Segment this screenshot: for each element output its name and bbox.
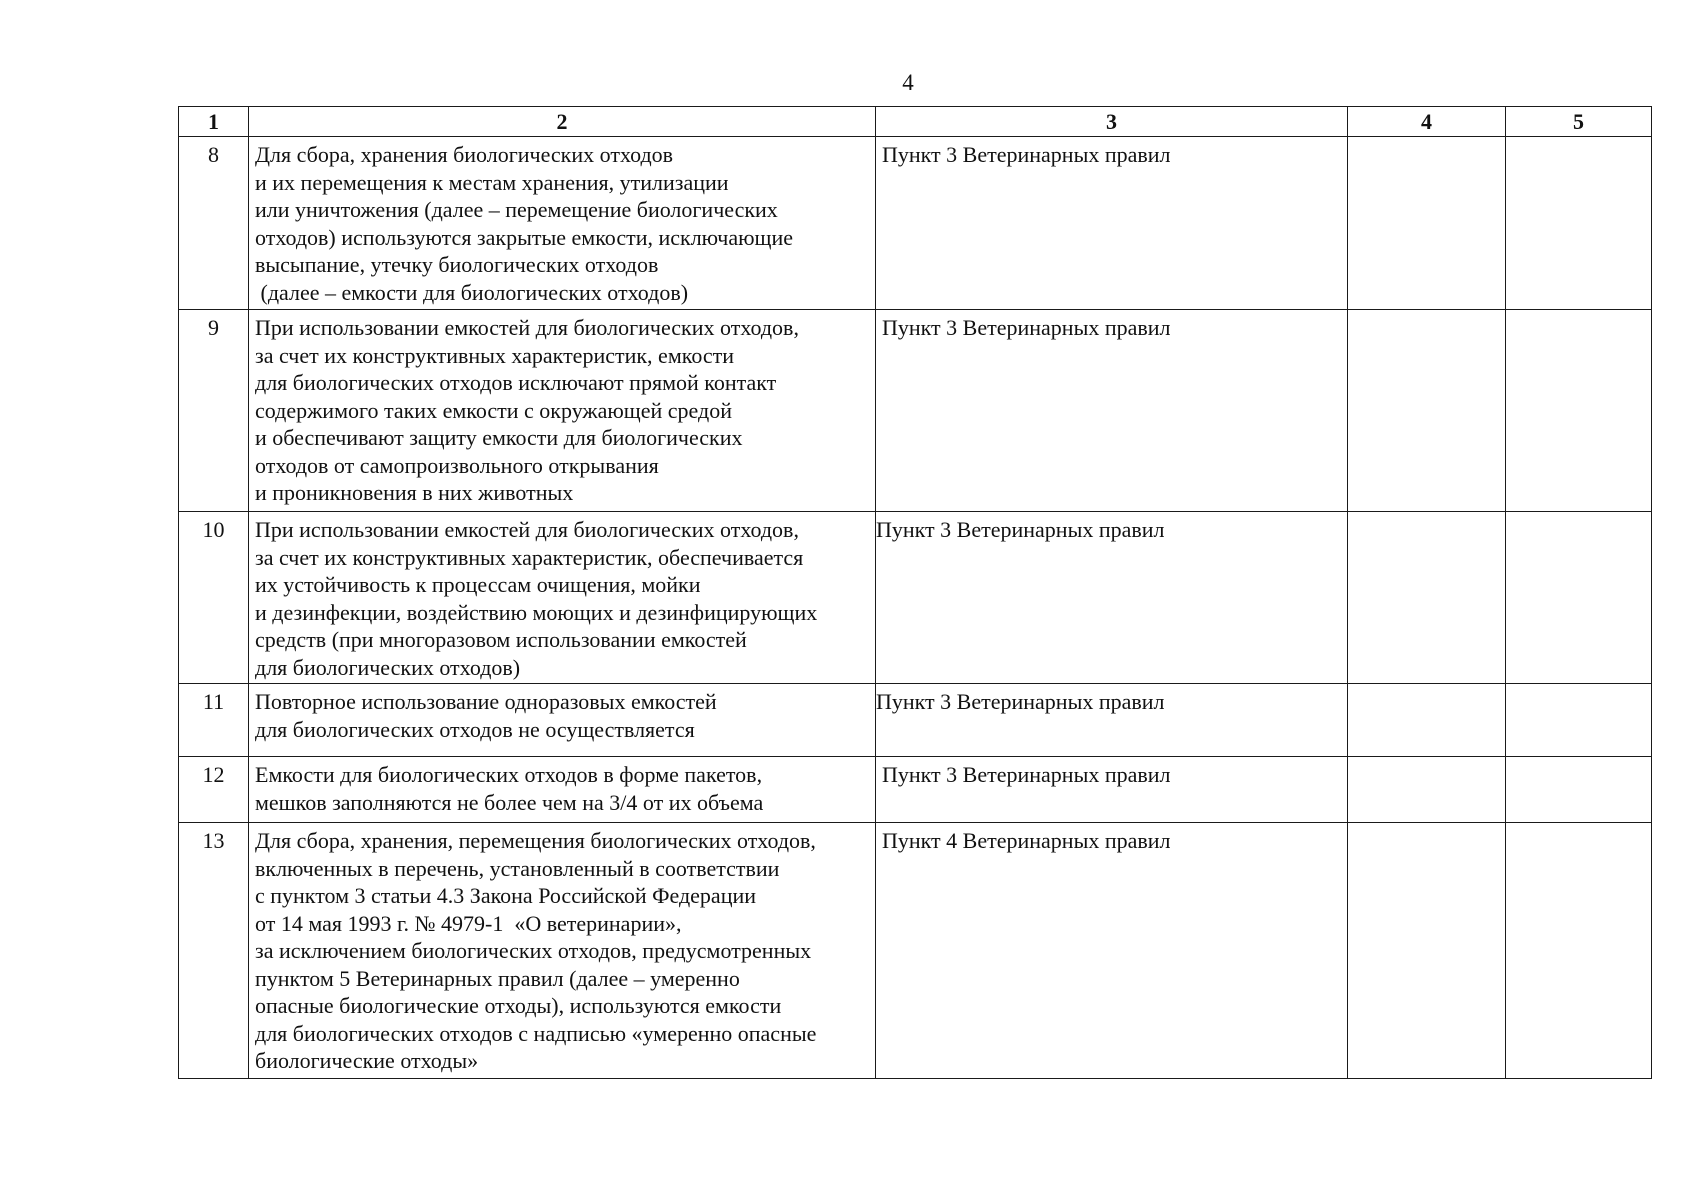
requirement-line: и их перемещения к местам хранения, утилизации: [255, 169, 729, 195]
requirement-line: высыпание, утечку биологических отходов: [255, 252, 659, 277]
requirement-cell: [249, 512, 876, 684]
requirement-line: от 14 мая 1993 г. № 4979-1 «О ветеринарии»,: [255, 910, 682, 936]
empty-cell-col-5: [1506, 310, 1652, 512]
table-row: [179, 512, 1652, 684]
header-col-4: 4: [1348, 107, 1506, 137]
requirement-line: и проникновения в них животных: [255, 480, 574, 505]
requirement-line: отходов от самопроизвольного открывания: [255, 452, 659, 478]
empty-cell-col-4: [1348, 310, 1506, 512]
table-row: [179, 684, 1652, 757]
table-row: [179, 823, 1652, 1079]
requirement-line: за счет их конструктивных характеристик, обеспечивается: [255, 544, 804, 570]
requirement-line: их устойчивость к процессам очищения, мойки: [255, 572, 701, 597]
reference-cell: [876, 684, 1348, 757]
reference-text: Пункт 3 Ветеринарных правил: [882, 762, 1171, 787]
row-number: 11: [179, 684, 249, 757]
requirement-line: включенных в перечень, установленный в соответствии: [255, 855, 780, 881]
requirement-line: Емкости для биологических отходов в форме пакетов,: [255, 762, 763, 787]
requirement-line: и обеспечивают защиту емкости для биологических: [255, 425, 743, 450]
requirement-cell: [249, 310, 876, 512]
reference-text: Пункт 3 Ветеринарных правил: [882, 142, 1171, 167]
requirement-line: При использовании емкостей для биологических отходов,: [255, 315, 799, 340]
header-col-5: 5: [1506, 107, 1652, 137]
header-col-2: 2: [249, 107, 876, 137]
requirement-line: или уничтожения (далее – перемещение биологических: [255, 197, 778, 222]
requirement-line: пунктом 5 Ветеринарных правил (далее – умеренно: [255, 965, 740, 991]
row-number: 9: [179, 310, 249, 512]
requirement-cell: [249, 757, 876, 823]
row-number: 13: [179, 823, 249, 1079]
table-row: [179, 137, 1652, 310]
requirement-line: Для сбора, хранения биологических отходов: [255, 142, 674, 167]
header-col-1: 1: [179, 107, 249, 137]
row-number: 12: [179, 757, 249, 823]
empty-cell-col-5: [1506, 823, 1652, 1079]
reference-text: Пункт 3 Ветеринарных правил: [876, 689, 1165, 714]
requirement-line: Повторное использование одноразовых емкостей: [255, 689, 717, 714]
requirement-line: для биологических отходов с надписью «умеренно опасные: [255, 1020, 817, 1046]
requirement-cell: [249, 137, 876, 310]
requirement-line: за счет их конструктивных характеристик, емкости: [255, 342, 735, 368]
requirement-cell: [249, 684, 876, 757]
reference-cell: [876, 137, 1348, 310]
requirements-table: [178, 106, 1652, 1079]
reference-cell: [876, 757, 1348, 823]
requirement-line: При использовании емкостей для биологических отходов,: [255, 517, 799, 542]
empty-cell-col-5: [1506, 137, 1652, 310]
requirement-line: с пунктом 3 статьи 4.3 Закона Российской Федерации: [255, 883, 757, 908]
requirement-line: для биологических отходов не осуществляется: [255, 716, 695, 742]
reference-text: Пункт 3 Ветеринарных правил: [876, 517, 1165, 542]
table-row: [179, 310, 1652, 512]
requirement-line: за исключением биологических отходов, предусмотренных: [255, 938, 812, 963]
row-number: 8: [179, 137, 249, 310]
empty-cell-col-4: [1348, 512, 1506, 684]
header-col-3: 3: [876, 107, 1348, 137]
requirement-cell: [249, 823, 876, 1079]
requirement-line: средств (при многоразовом использовании емкостей: [255, 627, 747, 652]
table-row: [179, 757, 1652, 823]
row-number: 10: [179, 512, 249, 684]
empty-cell-col-5: [1506, 757, 1652, 823]
requirement-line: для биологических отходов исключают прямой контакт: [255, 370, 777, 395]
requirement-line: биологические отходы»: [255, 1048, 479, 1073]
requirement-line: (далее – емкости для биологических отходов): [255, 279, 689, 305]
empty-cell-col-5: [1506, 512, 1652, 684]
table-header-row: [179, 107, 1652, 137]
empty-cell-col-4: [1348, 684, 1506, 757]
requirement-line: опасные биологические отходы), используются емкости: [255, 993, 782, 1018]
page-number: 4: [902, 70, 914, 95]
requirement-line: Для сбора, хранения, перемещения биологических отходов,: [255, 828, 816, 853]
empty-cell-col-5: [1506, 684, 1652, 757]
empty-cell-col-4: [1348, 137, 1506, 310]
empty-cell-col-4: [1348, 823, 1506, 1079]
reference-text: Пункт 3 Ветеринарных правил: [882, 315, 1171, 340]
requirement-line: для биологических отходов): [255, 654, 521, 680]
reference-cell: [876, 310, 1348, 512]
empty-cell-col-4: [1348, 757, 1506, 823]
reference-cell: [876, 512, 1348, 684]
requirement-line: содержимого таких емкости с окружающей средой: [255, 397, 732, 423]
reference-text: Пункт 4 Ветеринарных правил: [882, 828, 1171, 853]
reference-cell: [876, 823, 1348, 1079]
requirement-line: и дезинфекции, воздействию моющих и дезинфицирующих: [255, 599, 818, 625]
requirement-line: отходов) используются закрытые емкости, исключающие: [255, 224, 794, 250]
requirement-line: мешков заполняются не более чем на 3/4 от их объема: [255, 789, 764, 815]
